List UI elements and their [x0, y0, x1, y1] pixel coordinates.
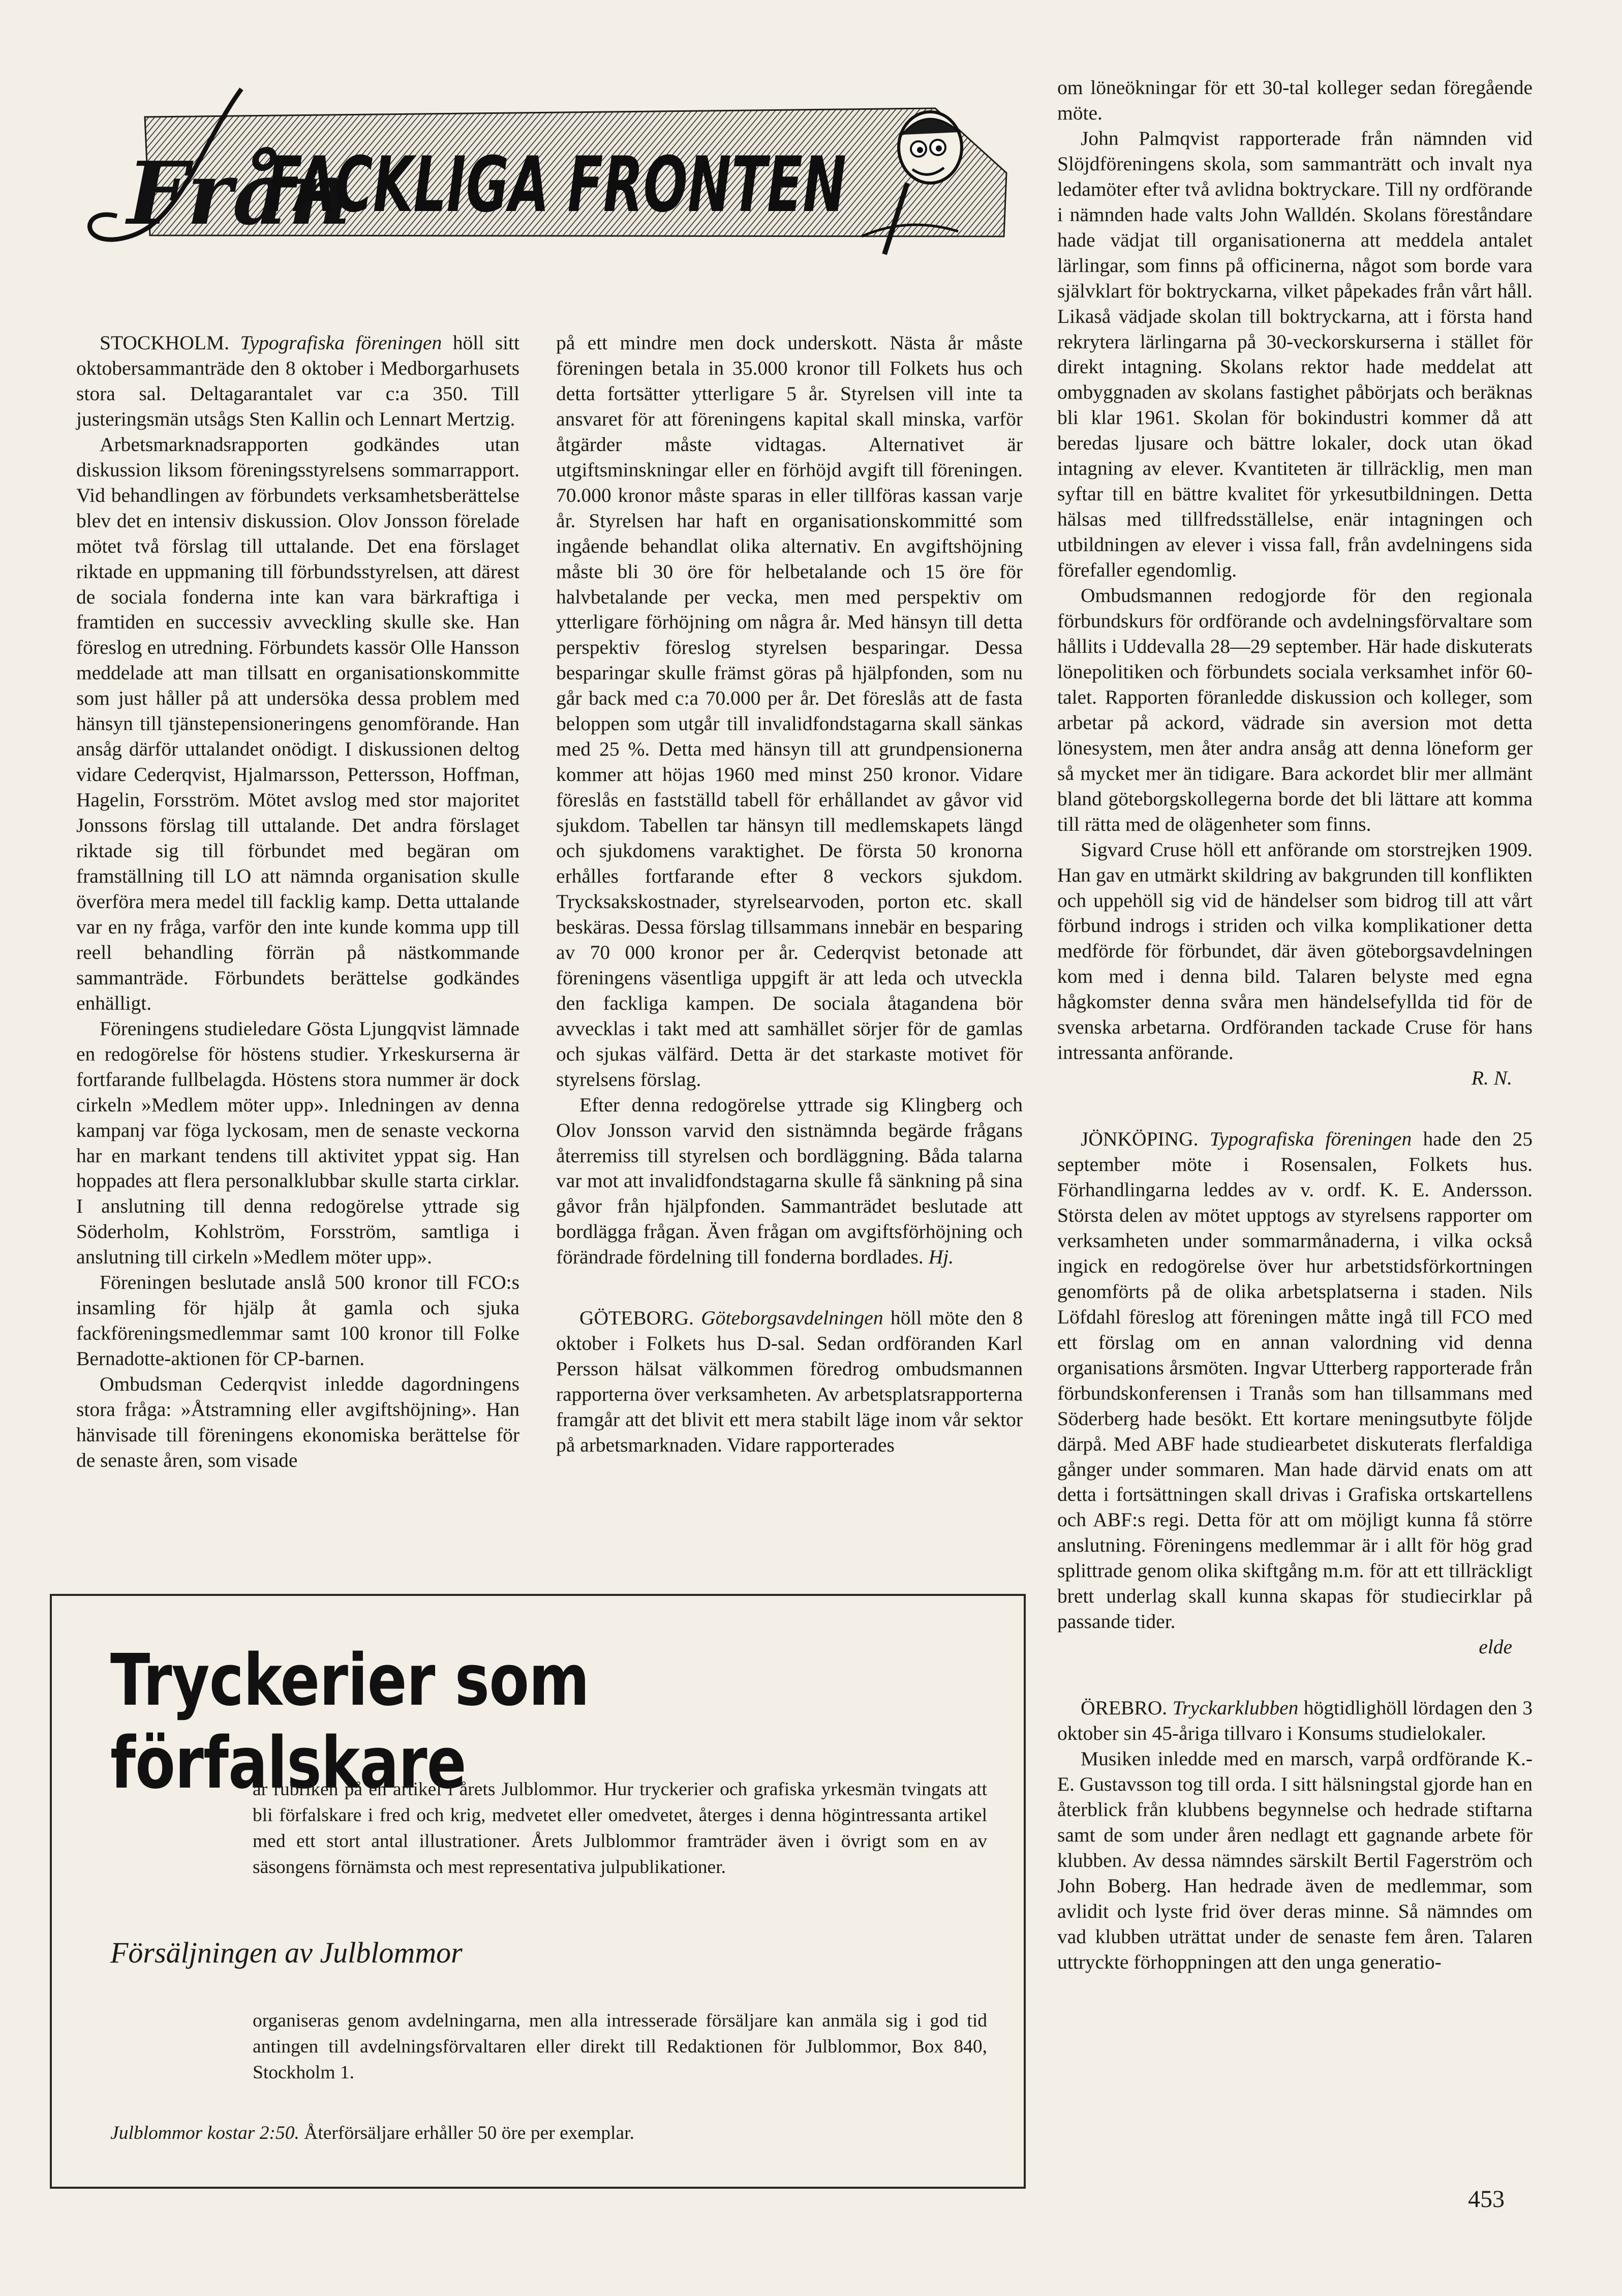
signature: R. N. [1471, 1067, 1512, 1090]
advertisement-box [50, 1594, 1026, 2189]
advert-headline: Tryckerier som förfalskare [110, 1639, 590, 1805]
stockholm-paragraph: STOCKHOLM. Typografiska föreningen höll sitt oktobersammanträde den 8 oktober i Medborgarhusets stora sal. Deltagarantalet var c:a 350. Till justeringsmän utsågs Sten Kallin och Lennart Mertzig. [76, 331, 519, 430]
paragraph: Föreningens studieledare Gösta Ljungqvist lämnade en redogörelse för höstens studier. Yrkeskurserna är fortfarande fullbelagda. Höstens stora nummer är dock cirkeln »Medlem möter upp». Inledningen av denna kampanj var föga lyckosam, men de senaste veckorna har en markant tendens till aktivitet yppat sig. Han hoppades att flera personalklubbar skulle starta cirklar. I anslutning till denna redogörelse yttrade sig Söderholm, Kohlström, Forsström, samtliga i anslutning till cirkeln »Medlem möter upp». [76, 1017, 519, 1268]
orebro-paragraph: ÖREBRO. Tryckarklubben högtidlighöll lördagen den 3 oktober sin 45-åriga tillvaro i Konsums studielokaler. [1057, 1697, 1533, 1745]
paragraph: Ombudsman Cederqvist inledde dagordningens stora fråga: »Åtstramning eller avgiftshöjning». Han hänvisade till föreningens ekonomiska berättelse för de senaste åren, som visade [76, 1373, 519, 1471]
paragraph: John Palmqvist rapporterade från nämnden vid Slöjdföreningens skola, som sammanträtt och invalt nya ledamöter efter två avlidna boktryckare. Till ny ordförande i nämnden hade valts John Walldén. Skolans föreståndare hade vädjat till organisationerna att meddela antalet lärlingar, som finns på officinerna, något som borde vara självklart för boktryckarna, vilket påpekades från vårt håll. Likaså vädjade skolan till boktryckarna, att i första hand rekrytera lärlingarna på 30-veckorskurserna i stället för direkt intagning. Skolans rektor hade meddelat att ombyggnaden av skolans fastighet påbörjats och beräknas bli klar 1961. Skolan för bokindustri kommer då att beredas ljusare och bättre lokaler, dock utan ökad intagning av elever. Kvantiteten är tillräcklig, men man syftar till en bättre kvalitet för yrkesutbildningen. Detta hälsas med tillfredsställelse, enär intagningen och utbildningen av elever i vissa fall, från avdelningens sida förefaller egendomlig. [1057, 127, 1533, 582]
header-illustration [69, 84, 1014, 262]
header-banner [69, 84, 1014, 262]
goteborg-paragraph: GÖTEBORG. Göteborgsavdelningen höll möte den 8 oktober i Folkets hus D-sal. Sedan ordföranden Karl Persson hälsat välkommen föredrog ombudsmannen rapporterna över verksamheten. Av arbetsplatsrapporterna framgår att det blivit ett mera stabilt läge inom vår sektor på arbetsmarknaden. Vidare rapporterades [556, 1307, 1023, 1457]
paragraph: Efter denna redogörelse yttrade sig Klingberg och Olov Jonsson varvid den sistnämnda begärde frågans återremiss till styrelsen och bordläggning. Båda talarna var mot att invalidfondstagarna skulle få sänkning på sina gåvor från hjälpfonden. Sammanträdet beslutade att bordlägga frågan. Även frågan om avgiftsförhöjning och förändrade fördelning till fonderna bordlades. Hj. [556, 1093, 1023, 1268]
paragraph: Föreningen beslutade anslå 500 kronor till FCO:s insamling för hjälp åt gamla och sjuka fackföreningsmedlemmar samt 100 kronor till Folke Bernadotte-aktionen för CP-barnen. [76, 1271, 519, 1370]
paragraph: Arbetsmarknadsrapporten godkändes utan diskussion liksom föreningsstyrelsens sommarrapport. Vid behandlingen av förbundets verksamhetsberättelse blev det en intensiv diskussion. Olov Jonsson förelade mötet två förslag till uttalande. Det ena förslaget riktade en uppmaning till förbundsstyrelsen, att därest de sociala fonderna inte kan vara bärkraftiga i framtiden en successiv avveckling skulle ske. Han föreslog en utredning. Förbundets kassör Olle Hansson meddelade att man tillsatt en organisationskommitte som just håller på att undersöka dessa problem med hänsyn till tjänstepensioneringens genomförande. Han ansåg därför uttalandet onödigt. I diskussionen deltog vidare Cederqvist, Hjalmarsson, Pettersson, Hoffman, Hagelin, Forsström. Mötet avslog med stor majoritet Jonssons förslag till uttalande. Det andra förslaget riktade sig till förbundet med begäran om framställning till LO att nämnda organisation skulle överföra mera medel till facklig kamp. Detta uttalande var en ny fråga, varför den inte kunde komma upp till reell behandling förrän på nästkommande sammanträde. Förbundets berättelse godkändes enhälligt. [76, 433, 519, 1014]
paragraph: Musiken inledde med en marsch, varpå ordförande K.-E. Gustavsson tog till orda. I sitt hälsningstal gjorde han en återblick från klubbens begynnelse och hedrade stiftarna samt de som under åren nedlagt ett gagnande arbete för klubben. Av dessa nämndes särskilt Bertil Fagerström och John Boberg. Han hedrade även de medlemmar, som avlidit och lyste frid över deras minne. Så nämndes om vad klubben uträttat under de senaste fem åren. Talaren uttryckte förhoppningen att den unga generatio- [1057, 1747, 1533, 1973]
column-1 [76, 330, 519, 1473]
advert-subheading: Försäljningen av Julblommor [110, 1936, 463, 1969]
paragraph: Ombudsmannen redogjorde för den regionala förbundskurs för ordförande och avdelningsförvaltare som hållits i Uddevalla 28—29 september. Här hade diskuterats lönepolitiken och förbundets sociala verksamhet inför 60-talet. Rapporten föranledde diskussion och kolleger, som arbetar på ackord, vädrade sin aversion mot detta lönesystem, men åter andra ansåg att denna löneform ger så mycket mer än tidigare. Bara ackordet blir mer allmänt bland göteborgskollegerna borde det bli lättare att komma till rätta med de olägenheter som finns. [1057, 584, 1533, 835]
paragraph: om löneökningar för ett 30-tal kolleger sedan föregående möte. [1057, 76, 1533, 124]
header-title-script: Från [127, 143, 352, 245]
header-title-block: FACKLIGA FRONTEN [267, 141, 846, 229]
advert-footer: Julblommor kostar 2:50. Återförsäljare erhåller 50 öre per exemplar. [110, 2123, 634, 2143]
jonkoping-paragraph: JÖNKÖPING. Typografiska föreningen hade den 25 september möte i Rosensalen, Folkets hus. Förhandlingarna leddes av v. ordf. K. E. Andersson. Största delen av mötet upptogs av styrelsens rapporter om verksamheten under sommarmånaderna, i vilka också ingick en redogörelse över hur arbetstidsförkortningen genomförts på de olika arbetsplatserna i staden. Nils Löfdahl föreslog att föreningen måtte ingå till FCO med ett förslag om en annan valordning vid denna organisations årsmöten. Ingvar Utterberg rapporterade från förbundskonferensen i Tranås som han tillsammans med Söderberg hade besökt. Ett kortare meningsutbyte följde därpå. Med ABF hade studiearbetet diskuterats flerfaldiga gånger under sommaren. Man hade därvid enats om att detta i fortsättningen skall drivas i Grafiska ortskartellens och ABF:s regi. Detta för att om möjligt kunna få större anslutning. Föreningens medlemmar är i allt för hög grad splittrade genom olika skiftgång m.m. för att ett tillräckligt brett underlag skall kunna skapas för studiecirklar på passande tider. [1057, 1128, 1533, 1633]
paragraph: på ett mindre men dock underskott. Nästa år måste föreningen betala in 35.000 kronor till Folkets hus och detta fortsätter ytterligare 5 år. Styrelsen vill inte ta ansvaret för att föreningens kapital skall minska, varför åtgärder måste vidtagas. Alternativet är utgiftsminskningar eller en förhöjd avgift till föreningen. 70.000 kronor måste sparas in eller tillföras kassan varje år. Styrelsen har haft en organisationskommitté som ingående behandlat olika alternativ. En avgiftshöjning måste bli 30 öre för helbetalande och 15 öre för halvbetalande per vecka, men med perspektiv om ytterligare förhöjning om några år. Med hänsyn till detta perspektiv föreslog styrelsen besparingar. Dessa besparingar skulle främst göras på hjälpfonden, som nu går back med c:a 70.000 per år. Det föreslås att de fasta beloppen som utgår till invalidfondstagarna skall sänkas med 25 %. Detta med hänsyn till att grundpensionerna kommer att höjas 1960 med minst 250 kronor. Vidare föreslås en fastställd tabell för erhållandet av gåvor vid sjukdom. Tabellen tar hänsyn till medlemskapets längd och sjukdomens varaktighet. De första 50 kronorna erhålles fortfarande efter 8 veckors sjukdom. Trycksakskostnader, styrelsearvoden, porton etc. skall beskäras. Dessa förslag tillsammans innebär en besparing av 70 000 kronor per år. Cederqvist betonade att föreningens väsentliga uppgift är att leda och utveckla den fackliga kampen. De sociala åtagandena bör avvecklas i takt med att samhället sörjer för de gamlas och sjukas välfärd. Detta är det starkaste motivet för styrelsens förslag. [556, 331, 1023, 1091]
advert-text: organiseras genom avdelningarna, men alla intresserade försäljare kan anmäla sig i god tid antingen till avdelningsförvaltaren eller direkt till Redaktionen för Julblommor, Box 840, Stockholm 1. [253, 2010, 987, 2083]
signature: Hj. [928, 1246, 954, 1268]
paragraph: Sigvard Cruse höll ett anförande om storstrejken 1909. Han gav en utmärkt skildring av bakgrunden till konflikten och uppehöll sig vid de händelser som bidrog till att vårt förbund indrogs i striden och vilka komplikationer detta medförde för förbundet, där även göteborgsavdelningen kom med i denna bild. Talaren belyste med egna hågkomster denna svåra men händelsefyllda tid för de svenska arbetarna. Ordföranden tackade Cruse för hans intressanta anförande. [1057, 838, 1533, 1064]
column-2 [556, 330, 1023, 1458]
advert-text: är rubriken på en artikel i årets Julblommor. Hur tryckerier och grafiska yrkesmän tvingats att bli förfalskare i fred och krig, medvetet eller omedvetet, återges i denna högintressanta artikel med ett stort antal illustrationer. Årets Julblommor framträder även i övrigt som en av säsongens förnämsta och mest representativa julpublikationer. [253, 1779, 987, 1878]
page-number: 453 [1468, 2186, 1505, 2213]
column-3 [1057, 75, 1533, 1975]
signature: elde [1479, 1636, 1512, 1658]
